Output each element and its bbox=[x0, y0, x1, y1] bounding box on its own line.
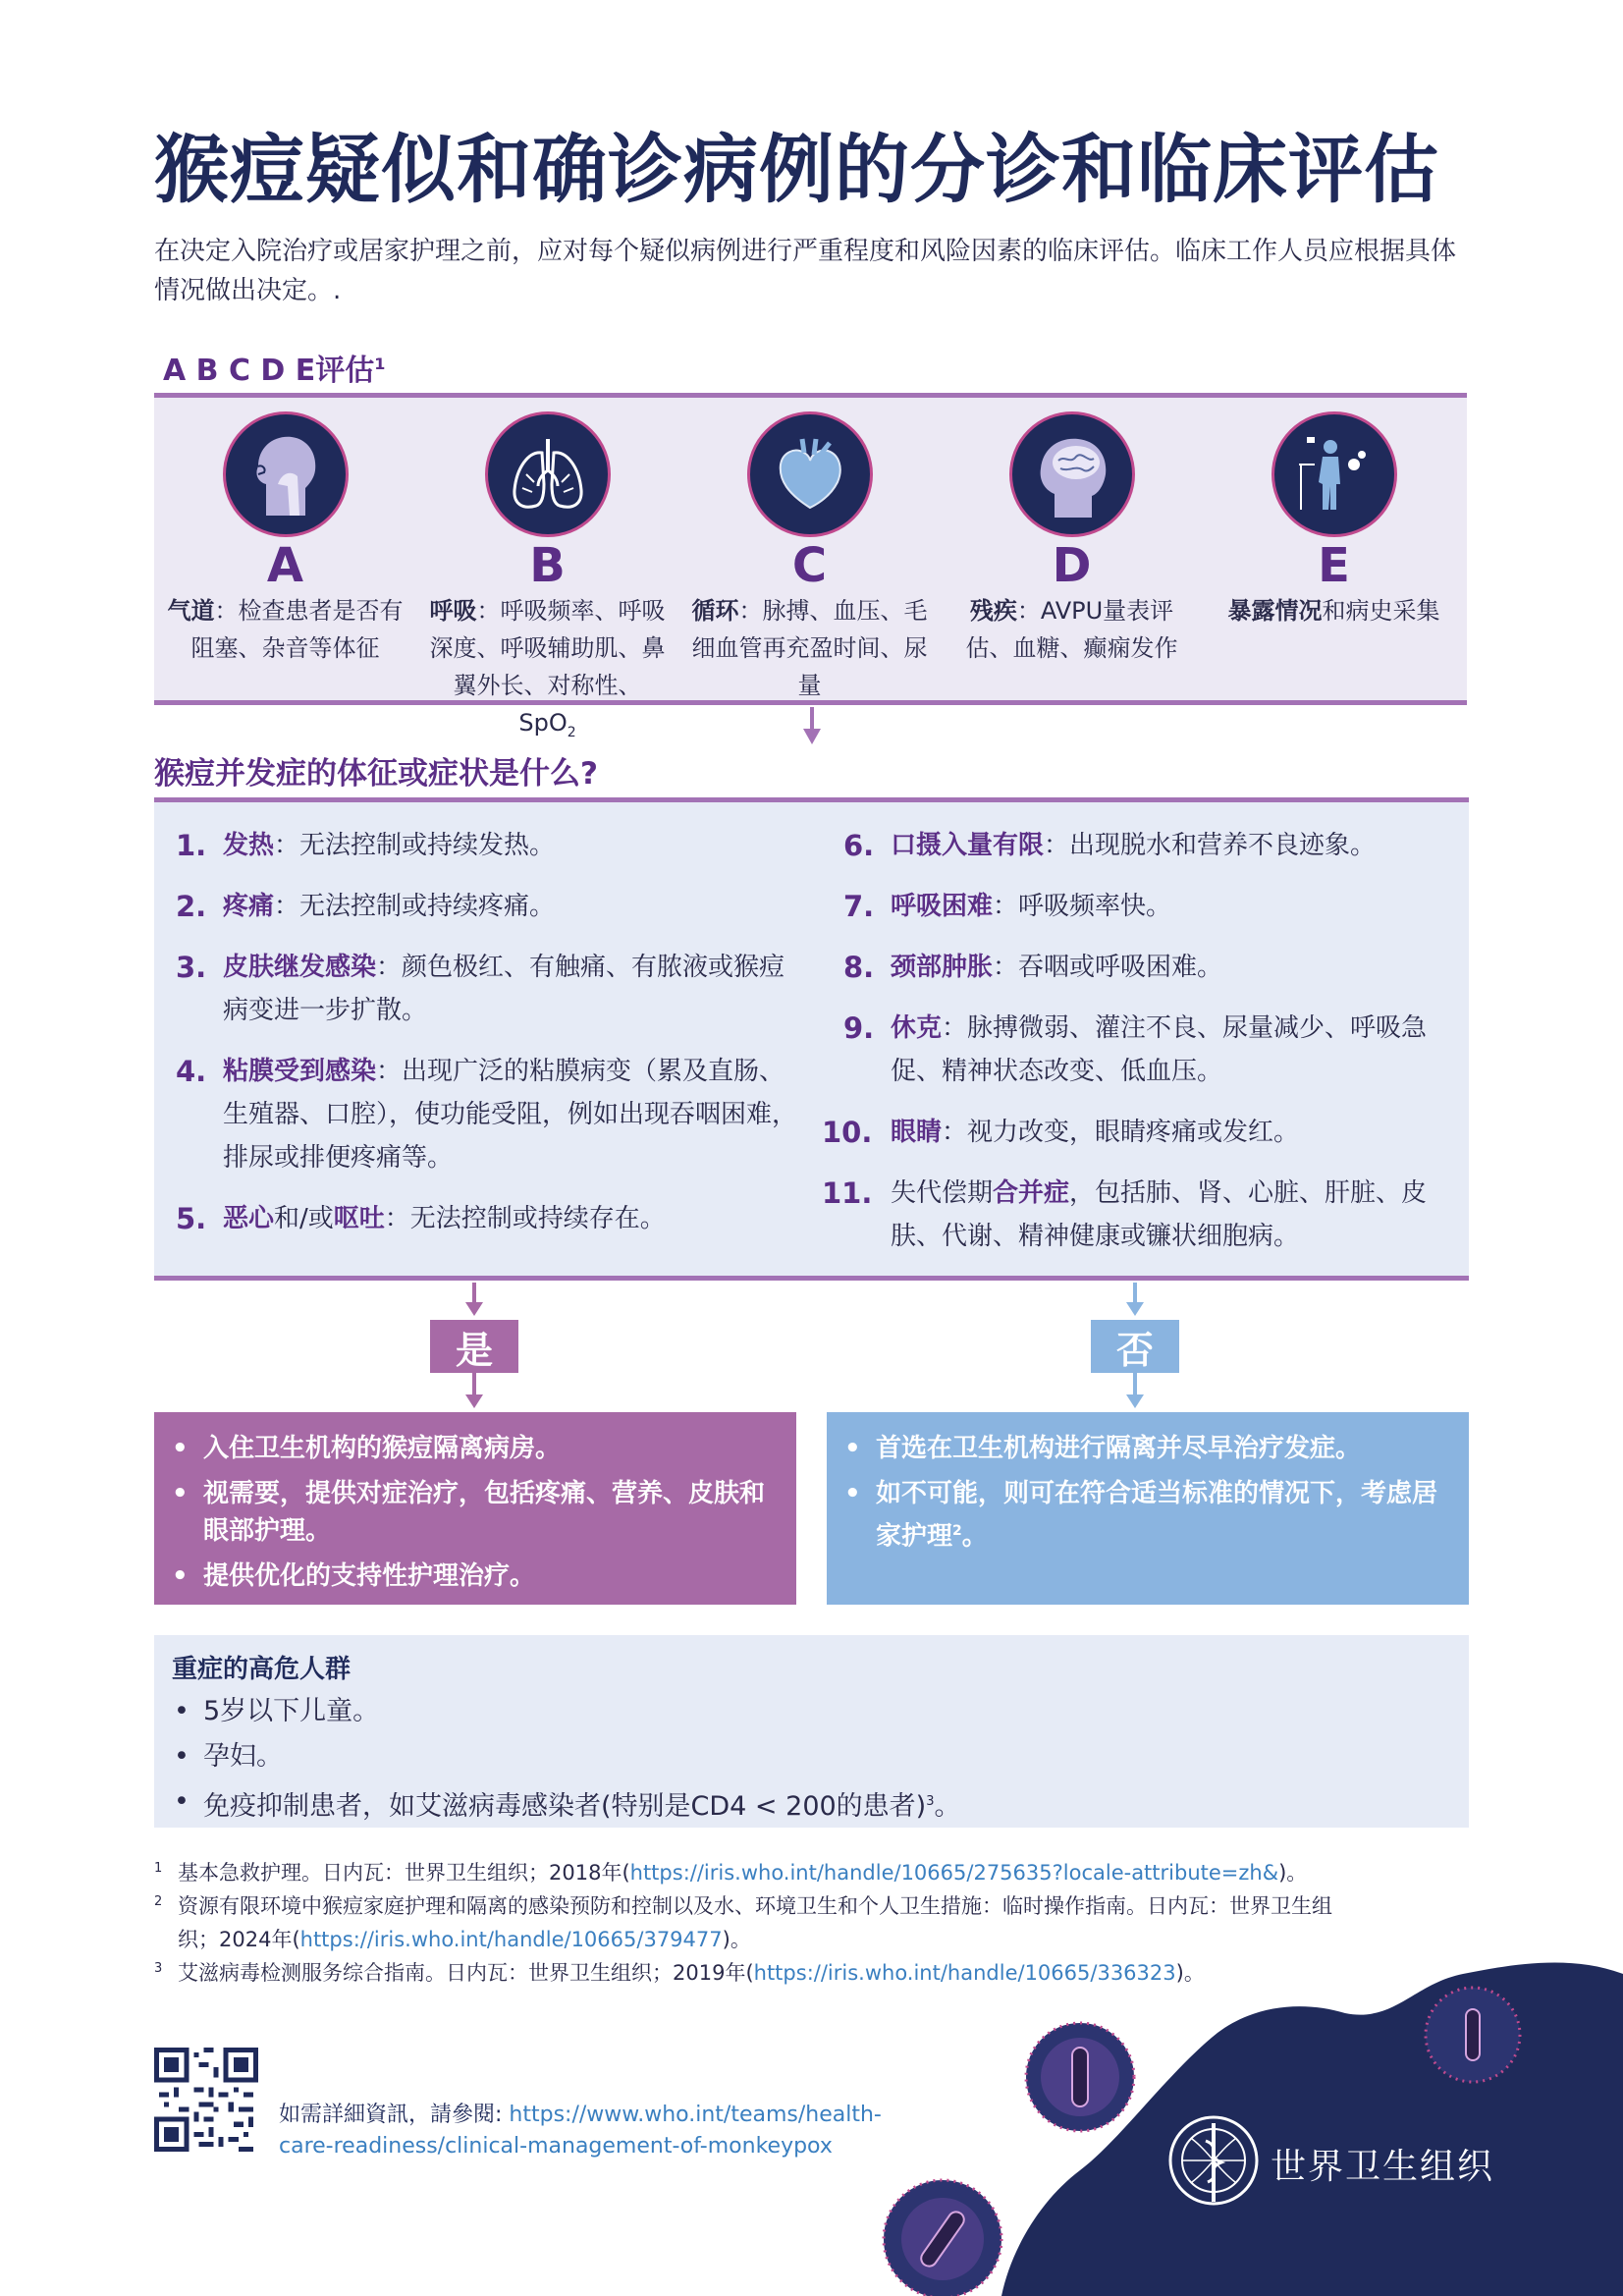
symptom-item: 1. 发热：无法控制或持续发热。 bbox=[176, 829, 556, 862]
risk-item: • 免疫抑制患者，如艾滋病毒感染者(特别是CD4 < 200的患者)$^3$。 bbox=[164, 1779, 1459, 1830]
who-emblem-icon bbox=[1170, 2117, 1257, 2204]
yes-arrow-head-2 bbox=[465, 1394, 483, 1408]
footnote: 2 资源有限环境中猴痘家庭护理和隔离的感染预防和控制以及水、环境卫生和个人卫生措施：临时操作指南。日内瓦：世界卫生组织；2024年(https://iris.who.int/handle/10665/379477)。 bbox=[154, 1894, 1332, 1951]
no-label: 否 bbox=[1091, 1320, 1179, 1373]
symptom-item: 6. 口摄入量有限：出现脱水和营养不良迹象。 bbox=[843, 829, 1377, 862]
brain-icon bbox=[1009, 411, 1135, 537]
symptoms-heading: 猴痘并发症的体征或症状是什么? bbox=[154, 756, 598, 792]
abcde-letter: C bbox=[791, 538, 828, 593]
flow-arrow-line bbox=[810, 707, 814, 729]
abcde-letter: D bbox=[1052, 538, 1092, 593]
footnote-link[interactable]: https://iris.who.int/handle/10665/275635?locale-attribute=zh& bbox=[629, 1861, 1279, 1885]
exposure-icon bbox=[1271, 411, 1397, 537]
symptom-item: 10. 眼睛：视力改变，眼睛疼痛或发红。 bbox=[822, 1116, 1300, 1149]
lungs-icon bbox=[485, 411, 611, 537]
who-name: 世界卫生组织 bbox=[1271, 2147, 1495, 2187]
symptom-item: 7. 呼吸困难：呼吸频率快。 bbox=[843, 890, 1172, 923]
footnote-link[interactable]: https://iris.who.int/handle/10665/336323 bbox=[753, 1961, 1176, 1985]
abcde-desc: 呼吸：呼吸频率、呼吸深度、呼吸辅助肌、鼻翼外长、对称性、SpO$_2$ bbox=[429, 597, 666, 740]
symptom-item: 9. 休克：脉搏微弱、灌注不良、尿量减少、呼吸急促、精神状态改变、低血压。 bbox=[843, 1011, 1428, 1086]
abcde-item-e bbox=[1203, 411, 1465, 629]
more-info: 如需詳細資訊，請參閱: https://www.who.int/teams/health-care-readiness/clinical-management-of-monkeypox bbox=[279, 2103, 882, 2159]
airway-icon bbox=[223, 411, 349, 537]
symptom-item: 3. 皮肤继发感染：颜色极红、有触痛、有脓液或猴痘病变进一步扩散。 bbox=[176, 951, 785, 1025]
abcde-letter: B bbox=[529, 538, 566, 593]
abcde-desc: 暴露情况和病史采集 bbox=[1227, 597, 1440, 625]
no-arrow-line-2 bbox=[1133, 1373, 1137, 1394]
yes-bullet: • 提供优化的支持性护理治疗。 bbox=[154, 1558, 796, 1595]
symptom-item: 11. 失代偿期合并症，包括肺、肾、心脏、肝脏、皮肤、代谢、精神健康或镰状细胞病。 bbox=[822, 1176, 1428, 1251]
yes-bullet: • 视需要，提供对症治疗，包括疼痛、营养、皮肤和眼部护理。 bbox=[154, 1475, 796, 1550]
abcde-item-a bbox=[154, 411, 416, 667]
footnote: 3 艾滋病毒检测服务综合指南。日内瓦：世界卫生组织；2019年(https://iris.who.int/handle/10665/336323)。 bbox=[154, 1961, 1205, 1985]
risk-item: • 孕妇。 bbox=[164, 1734, 1459, 1779]
no-arrow-line bbox=[1133, 1283, 1137, 1302]
abcde-item-c bbox=[678, 411, 941, 704]
high-risk-box bbox=[154, 1635, 1469, 1828]
abcde-letter: A bbox=[266, 538, 304, 593]
no-arrow-head-2 bbox=[1126, 1394, 1144, 1408]
symptoms-right-column bbox=[822, 824, 1460, 1276]
abcde-letter: E bbox=[1318, 538, 1350, 593]
abcde-heading: A B C D E评估$^1$ bbox=[163, 354, 386, 388]
footnote: 1 基本急救护理。日内瓦：世界卫生组织；2018年(https://iris.who.int/handle/10665/275635?locale-attribute=zh&)。 bbox=[154, 1861, 1308, 1885]
high-risk-title: 重症的高危人群 bbox=[172, 1655, 352, 1684]
symptom-item: 2. 疼痛：无法控制或持续疼痛。 bbox=[176, 890, 556, 923]
no-bullet: • 如不可能，则可在符合适当标准的情况下，考虑居家护理$^2$。 bbox=[827, 1475, 1469, 1556]
symptoms-panel bbox=[154, 797, 1469, 1281]
no-actions-box bbox=[827, 1412, 1469, 1605]
yes-label: 是 bbox=[430, 1320, 518, 1373]
heart-icon bbox=[747, 411, 873, 537]
more-info-link[interactable]: https://www.who.int/teams/health-care-readiness/clinical-management-of-monkeypox bbox=[279, 2103, 882, 2159]
abcde-desc: 残疾：AVPU量表评估、血糖、癫痫发作 bbox=[965, 597, 1178, 662]
yes-arrow-head bbox=[465, 1302, 483, 1316]
no-bullet: • 首选在卫生机构进行隔离并尽早治疗发症。 bbox=[827, 1430, 1469, 1467]
risk-item: • 5岁以下儿童。 bbox=[164, 1689, 1459, 1734]
symptoms-left-column bbox=[154, 824, 802, 1258]
abcde-item-d bbox=[941, 411, 1203, 667]
virus-decoration bbox=[844, 1954, 1623, 2296]
virus-particle-icon bbox=[1026, 2023, 1134, 2131]
yes-arrow-line-2 bbox=[472, 1373, 476, 1394]
abcde-item-b bbox=[416, 411, 678, 751]
symptom-item: 5. 恶心和/或呕吐：无法控制或持续存在。 bbox=[176, 1202, 666, 1235]
abcde-desc: 气道：检查患者是否有阻塞、杂音等体征 bbox=[167, 597, 404, 662]
qr-code-icon[interactable] bbox=[154, 2048, 258, 2152]
abcde-panel bbox=[154, 393, 1467, 740]
symptom-item: 8. 颈部肿胀：吞咽或呼吸困难。 bbox=[843, 951, 1223, 984]
page-title: 猴痘疑似和确诊病例的分诊和临床评估 bbox=[154, 126, 1439, 213]
intro-text: 在决定入院治疗或居家护理之前，应对每个疑似病例进行严重程度和风险因素的临床评估。临床工作人员应根据具体情况做出决定。. bbox=[154, 237, 1457, 305]
abcde-desc: 循环：脉搏、血压、毛细血管再充盈时间、尿量 bbox=[691, 597, 928, 699]
flow-arrow-head bbox=[803, 729, 821, 744]
yes-bullet: • 入住卫生机构的猴痘隔离病房。 bbox=[154, 1430, 796, 1467]
no-arrow-head bbox=[1126, 1302, 1144, 1316]
virus-particle-icon bbox=[1426, 1988, 1520, 2082]
symptom-item: 4. 粘膜受到感染：出现广泛的粘膜病变（累及直肠、生殖器、口腔），使功能受阻，例如出现吞咽困难，排尿或排便疼痛等。 bbox=[176, 1055, 798, 1173]
yes-actions-box bbox=[154, 1412, 796, 1605]
virus-particle-icon bbox=[884, 2180, 1001, 2296]
yes-arrow-line bbox=[472, 1283, 476, 1302]
footnote-link[interactable]: https://iris.who.int/handle/10665/379477 bbox=[299, 1928, 723, 1951]
